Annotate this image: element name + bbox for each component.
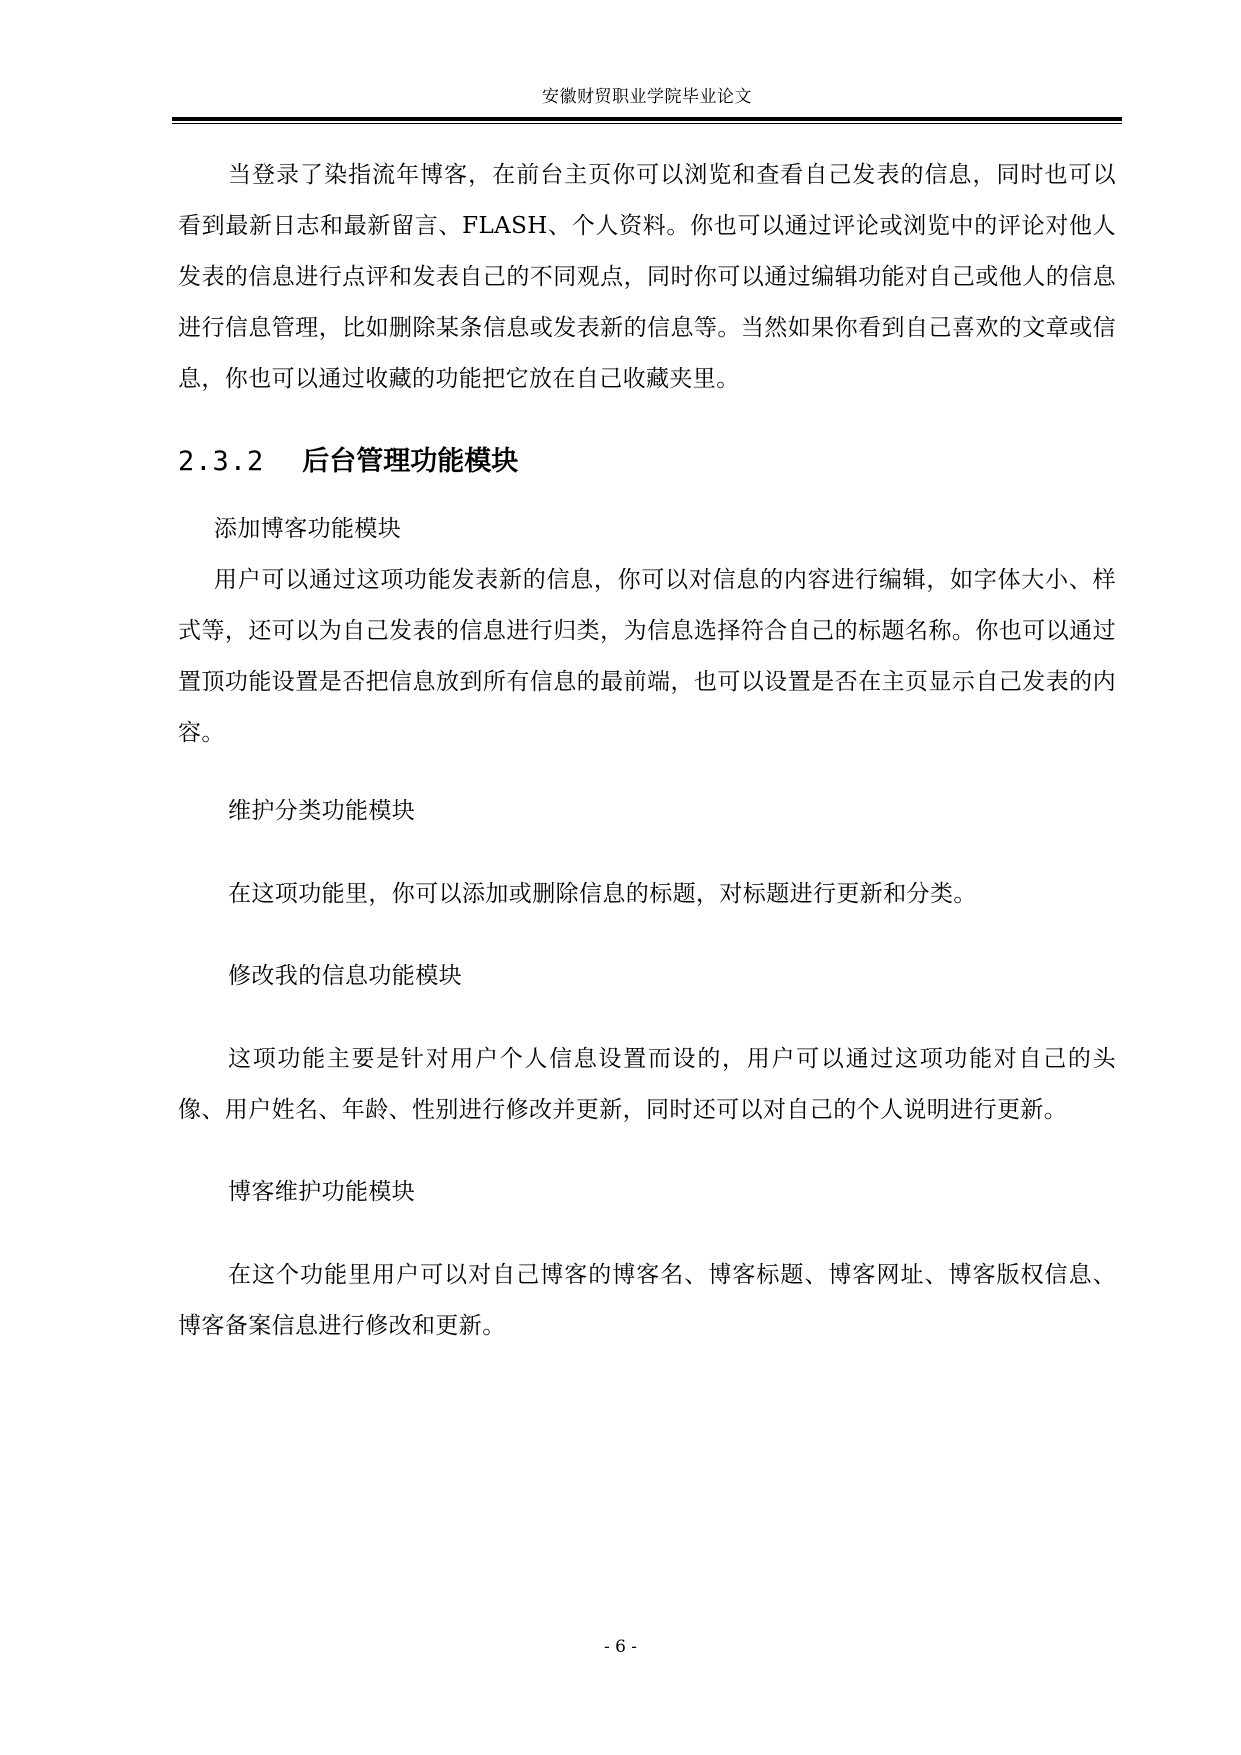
module-text-edit-my-info: 这项功能主要是针对用户个人信息设置而设的，用户可以通过这项功能对自己的头像、用户姓名、年龄、性别进行修改并更新，同时还可以对自己的个人说明进行更新。 xyxy=(178,1046,1116,1123)
module-label-blog-maintenance: 博客维护功能模块 xyxy=(228,1179,416,1205)
running-header: 安徽财贸职业学院毕业论文 xyxy=(542,87,752,107)
module-text-blog-maintenance: 在这个功能里用户可以对自己博客的博客名、博客标题、博客网址、博客版权信息、博客备案信息进行修改和更新。 xyxy=(178,1262,1116,1339)
header-rule-thin xyxy=(172,123,1122,124)
module-label-add-blog: 添加博客功能模块 xyxy=(214,516,402,542)
section-number: 2.3.2 xyxy=(178,446,265,477)
section-title: 后台管理功能模块 xyxy=(302,446,519,477)
header-rule-thick xyxy=(172,117,1122,121)
module-text-maintain-category: 在这项功能里，你可以添加或删除信息的标题，对标题进行更新和分类。 xyxy=(228,881,977,907)
module-text-add-blog: 用户可以通过这项功能发表新的信息，你可以对信息的内容进行编辑，如字体大小、样式等，还可以为自己发表的信息进行归类，为信息选择符合自己的标题名称。你也可以通过置顶功能设置是否把信息放到所有信息的最前端，也可以设置是否在主页显示自己发表的内容。 xyxy=(178,567,1116,746)
intro-paragraph: 当登录了染指流年博客，在前台主页你可以浏览和查看自己发表的信息，同时也可以看到最新日志和最新留言、FLASH、个人资料。你也可以通过评论或浏览中的评论对他人发表的信息进行点评和发表自己的不同观点，同时你可以通过编辑功能对自己或他人的信息进行信息管理，比如删除某条信息或发表新的信息等。当然如果你看到自己喜欢的文章或信息，你也可以通过收藏的功能把它放在自己收藏夹里。 xyxy=(178,162,1116,392)
section-heading xyxy=(178,442,518,482)
page-number: - 6 - xyxy=(603,1637,638,1657)
module-label-maintain-category: 维护分类功能模块 xyxy=(228,798,416,824)
module-label-edit-my-info: 修改我的信息功能模块 xyxy=(228,963,462,989)
